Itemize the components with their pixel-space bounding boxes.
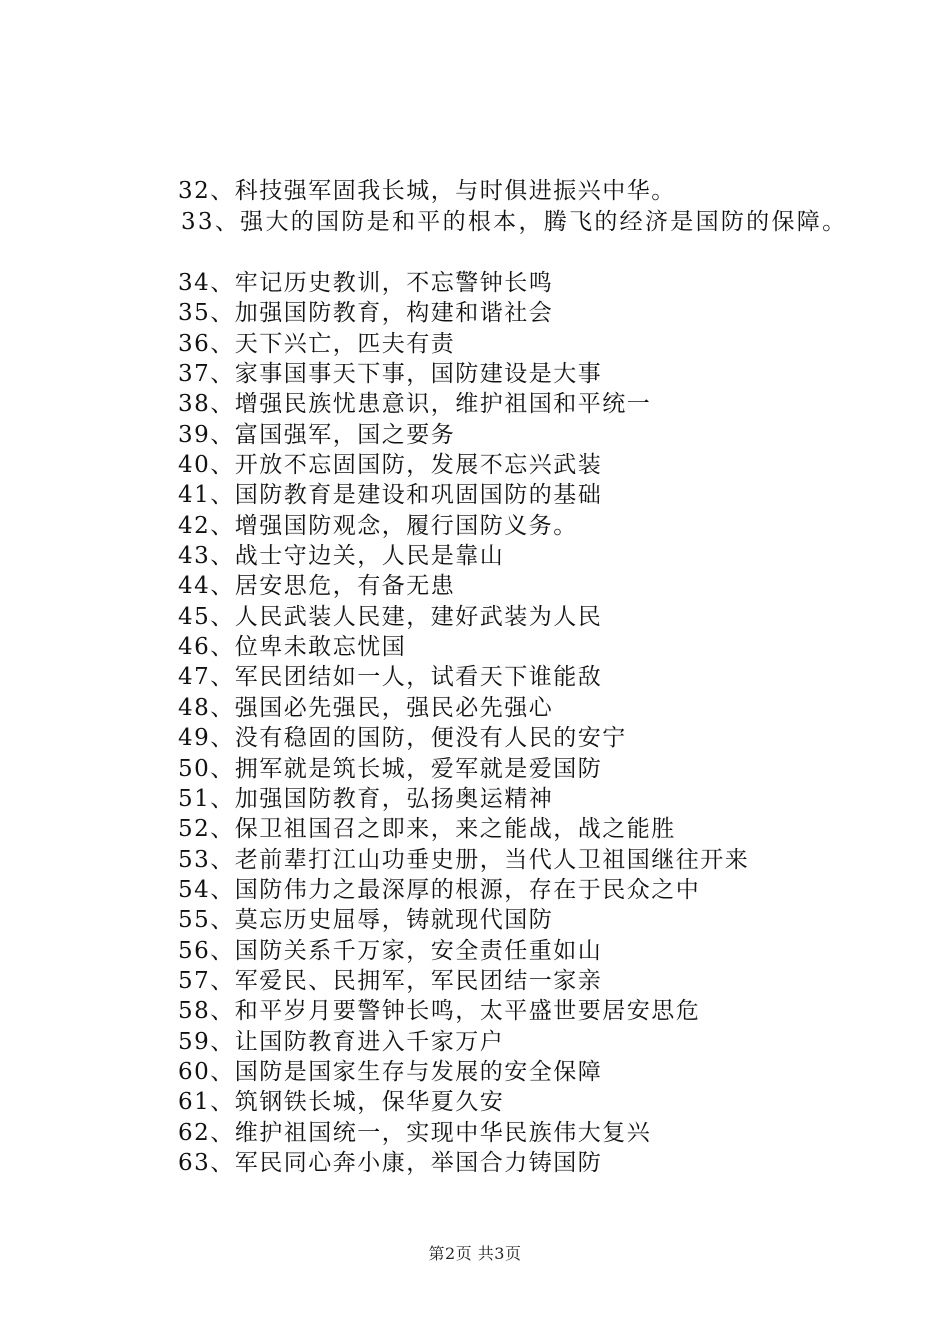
list-item: 42、增强国防观念，履行国防义务。 [178,512,578,539]
slogan-line-32: 32、科技强军固我长城，与时俱进振兴中华。 [178,178,676,204]
list-item: 51、加强国防教育，弘扬奥运精神 [178,785,554,812]
list-item: 61、筑钢铁长城，保华夏久安 [178,1089,505,1116]
list-item: 39、富国强军，国之要务 [178,421,456,448]
list-item: 36、天下兴亡，匹夫有责 [178,330,456,357]
list-item: 37、家事国事天下事，国防建设是大事 [178,361,603,388]
list-item: 38、增强民族忧患意识，维护祖国和平统一 [178,391,652,418]
list-item: 63、军民同心奔小康，举国合力铸国防 [178,1149,603,1176]
list-item: 52、保卫祖国召之即来，来之能战，战之能胜 [178,816,676,843]
list-item: 41、国防教育是建设和巩固国防的基础 [178,482,603,509]
list-item: 34、牢记历史教训，不忘警钟长鸣 [178,270,554,296]
list-item: 35、加强国防教育，构建和谐社会 [178,300,554,327]
slogan-line-33: 33、强大的国防是和平的根本，腾飞的经济是国防的保障。 [181,209,848,235]
list-item: 45、人民武装人民建，建好武装为人民 [178,603,603,630]
list-item: 56、国防关系千万家，安全责任重如山 [178,937,603,964]
list-item: 60、国防是国家生存与发展的安全保障 [178,1058,603,1085]
list-item: 59、让国防教育进入千家万户 [178,1028,505,1055]
list-item: 57、军爱民、民拥军，军民团结一家亲 [178,967,603,994]
list-item: 44、居安思危，有备无患 [178,573,456,600]
list-item: 50、拥军就是筑长城，爱军就是爱国防 [178,755,603,782]
list-item: 62、维护祖国统一，实现中华民族伟大复兴 [178,1119,652,1146]
list-item: 54、国防伟力之最深厚的根源，存在于民众之中 [178,876,701,903]
list-item: 55、莫忘历史屈辱，铸就现代国防 [178,907,554,934]
list-item: 48、强国必先强民，强民必先强心 [178,694,554,721]
list-item: 40、开放不忘固国防，发展不忘兴武装 [178,452,603,479]
list-item: 46、位卑未敢忘忧国 [178,634,407,661]
list-item: 43、战士守边关，人民是靠山 [178,543,505,570]
list-item: 53、老前辈打江山功垂史册，当代人卫祖国继往开来 [178,846,750,873]
list-item: 58、和平岁月要警钟长鸣，太平盛世要居安思危 [178,998,701,1025]
list-item: 47、军民团结如一人，试看天下谁能敌 [178,664,603,691]
slogan-list [178,268,749,1178]
list-item: 49、没有稳固的国防，便没有人民的安宁 [178,725,627,752]
page-footer: 第2页 共3页 [428,1244,522,1263]
